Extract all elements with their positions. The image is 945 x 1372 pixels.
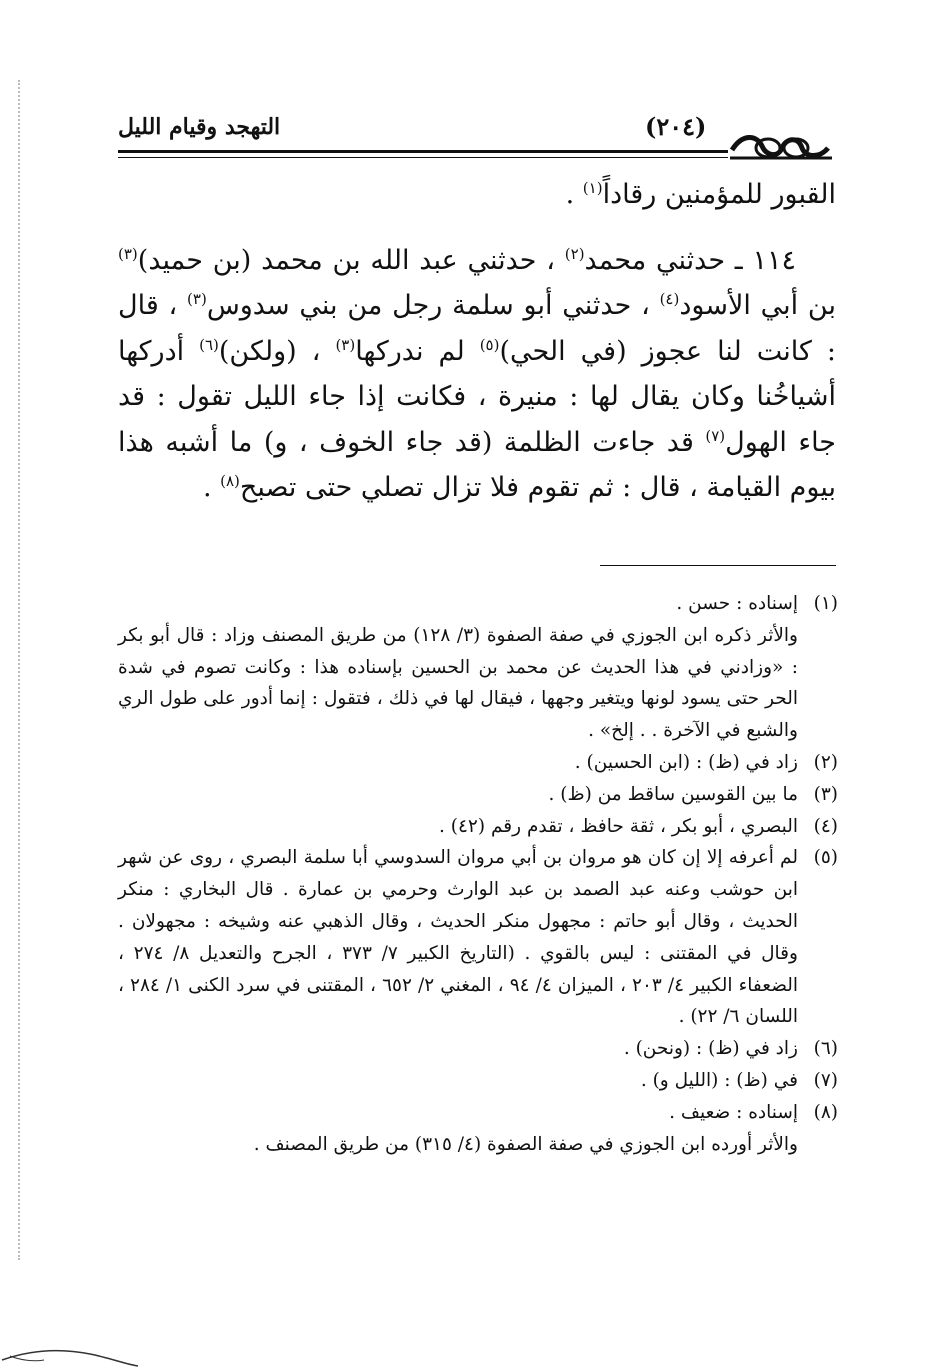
footnotes <box>118 588 838 1160</box>
ornament-icon <box>728 128 834 168</box>
header-rule <box>118 150 728 153</box>
footnote-7: (٧) في (ظ) : (الليل و) . <box>640 1069 838 1091</box>
footnote-ref: (٣) <box>187 290 207 308</box>
paragraph-1: القبور للمؤمنين رقاداً$^{(١)}$ . <box>565 179 836 210</box>
footnote-ref: (٧) <box>705 426 726 445</box>
footnote-ref: (٢) <box>564 244 585 263</box>
footnote-8: (٨) إسناده : ضعيف . <box>669 1101 838 1123</box>
margin-scribble-icon <box>0 1330 140 1370</box>
footnote-6: (٦) زاد في (ظ) : (ونحن) . <box>623 1038 838 1060</box>
footnote-8-continuation: والأثر أورده ابن الجوزي في صفة الصفوة (٤/ ٣١٥) من طريق المصنف . <box>253 1133 798 1155</box>
footnote-3: (٣) ما بين القوسين ساقط من (ظ) . <box>548 783 838 805</box>
footnote-1-continuation: والأثر ذكره ابن الجوزي في صفة الصفوة (٣/ ١٢٨) من طريق المصنف وزاد : قال أبو بكر : «وزادني في هذا الحديث عن محمد بن الحسين بإسناده هذا : وكانت تصوم في شدة الحر حتى يسود لونها ويتغير وجهها ، فيقال لها في ذلك ، فتقول : إنما أدور على طول الري والشبع في الآخرة . . إلخ» . <box>118 624 798 742</box>
footnote-4: (٤) البصري ، أبو بكر ، ثقة حافظ ، تقدم رقم (٤٢) . <box>439 815 838 837</box>
margin-dots <box>18 80 24 1260</box>
footnote-5: (٥) لم أعرفه إلا إن كان هو مروان بن أبي مروان السدوسي أبا سلمة البصري ، روى عن شهر ابن حوشب وعنه عبد الصمد بن عبد الوارث وحرمي بن عمارة . قال البخاري : منكر الحديث ، وقال أبو حاتم : مجهول منكر الحديث ، وقال الذهبي عنه وشيخه : مجهولان . وقال في المقتنى : ليس بالقوي . (التاريخ الكبير ٧/ ٣٧٣ ، الجرح والتعديل ٨/ ٢٧٤ ، الضعفاء الكبير ٤/ ٢٠٣ ، الميزان ٤/ ٩٤ ، المغني ٢/ ٦٥٢ ، المقتنى في سرد الكنى ١/ ٢٨٤ ، اللسان ٦/ ٢٢) . <box>118 847 838 1028</box>
footnote-2: (٢) زاد في (ظ) : (ابن الحسين) . <box>574 751 838 773</box>
footnote-separator <box>600 565 836 566</box>
paragraph-114: ١١٤ ـ حدثني محمد$^{(٢)}$ ، حدثني عبد الله بن محمد (بن حميد)$^{(٣)}$ بن أبي الأسود$^{(٤)}$ ، حدثني أبو سلمة رجل من بني سدوس$^{(٣)}$ ، قال : كانت لنا عجوز (في الحي)$^{(٥)}$ لم ندركها$^{(٣)}$ ، (ولكن)$^{(٦)}$ أدركها أشياخُنا وكان يقال لها : منيرة ، فكانت إذا جاء الليل تقول : قد جاء الهول$^{(٧)}$ قد جاءت الظلمة (قد جاء الخوف ، و) ما أشبه هذا بيوم القيامة ، قال : ثم تقوم فلا تزال تصلي حتى تصبح$^{(٨)}$ . <box>118 244 836 503</box>
footnote-ref: (٨) <box>220 472 240 490</box>
footnote-ref: (٥) <box>479 335 500 354</box>
footnote-ref: (١) <box>582 179 603 197</box>
footnote-ref: (٤) <box>659 290 680 308</box>
footnote-ref: (٣) <box>118 244 138 263</box>
footnote-1: (١) إسناده : حسن . <box>676 593 838 614</box>
page-number: (٢٠٤) <box>645 112 707 141</box>
footnote-ref: (٦) <box>199 335 219 354</box>
main-text <box>118 172 836 511</box>
header-rule-thin <box>118 157 728 158</box>
running-title: التهجد وقيام الليل <box>118 114 281 140</box>
footnote-ref: (٣) <box>335 335 356 354</box>
